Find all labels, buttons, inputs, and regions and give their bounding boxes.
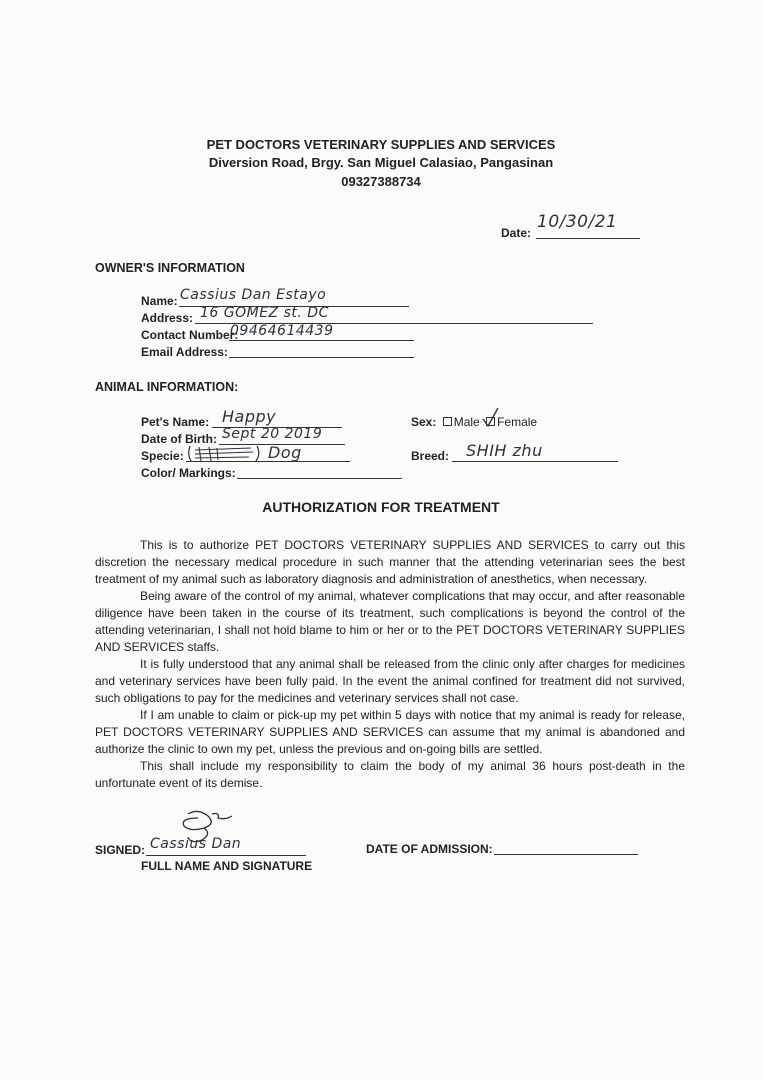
female-check-mark-icon	[480, 406, 500, 428]
signature-caption: FULL NAME AND SIGNATURE	[141, 859, 313, 873]
strikeout-scribble	[187, 444, 263, 464]
authorization-paragraph-5: This shall include my responsibility to claim the body of my animal 36 hours post-death in the unfortunate event of its demise.	[95, 759, 685, 790]
owner-contact-line	[229, 340, 414, 341]
pet-name-label: Pet's Name:	[141, 415, 210, 429]
owner-name-label: Name:	[141, 294, 178, 308]
sex-label: Sex:	[411, 415, 437, 429]
authorization-body	[95, 537, 685, 792]
business-phone: 09327388734	[341, 174, 421, 189]
sex-field	[411, 415, 537, 429]
date-line	[536, 238, 640, 239]
business-name: PET DOCTORS VETERINARY SUPPLIES AND SERVICES	[206, 137, 556, 152]
signed-label: SIGNED:	[95, 843, 146, 857]
signed-value: Cassius Dan	[150, 836, 242, 852]
breed-label: Breed:	[411, 449, 450, 463]
animal-heading: ANIMAL INFORMATION:	[95, 380, 239, 394]
owner-contact-value: 09464614439	[230, 323, 334, 339]
owner-email-label: Email Address:	[141, 345, 228, 359]
owner-name-value: Cassius Dan Estayo	[180, 287, 327, 303]
specie-label: Specie:	[141, 449, 184, 463]
breed-line	[452, 461, 618, 462]
date-label: Date:	[501, 226, 532, 240]
authorization-paragraph-2: Being aware of the control of my animal, whatever complications that may occur, and after reasonable diligence have been taken in the course of its treatment, such complications is beyond the control of the attending veterinarian, I shall not hold blame to him or her or to the PET DOCTORS VETERINARY SUPPLIES AND SERVICES staffs.	[95, 589, 685, 654]
dob-value: Sept 20 2019	[222, 426, 323, 442]
female-option-label: Female	[497, 415, 538, 429]
specie-value: Dog	[268, 443, 302, 462]
admission-line	[494, 854, 638, 855]
owner-address-value: 16 GOMEZ st. DC	[200, 305, 329, 321]
signed-line	[146, 855, 306, 856]
owner-heading: OWNER'S INFORMATION	[95, 261, 245, 275]
dob-label: Date of Birth:	[141, 432, 217, 446]
authorization-paragraph-4: If I am unable to claim or pick-up my pet within 5 days with notice that my animal is ready for release, PET DOCTORS VETERINARY SUPPLIES AND SERVICES can assume that my animal is abandoned and authorize the clinic to own my pet, unless the previous and on-going bills are settled.	[95, 708, 685, 756]
date-value: 10/30/21	[537, 212, 618, 232]
color-label: Color/ Markings:	[141, 466, 236, 480]
authorization-paragraph-1: This is to authorize PET DOCTORS VETERINARY SUPPLIES AND SERVICES to carry out this discretion the necessary medical procedure in such manner that the attending veterinarian sees the best treatment of my animal such as laboratory diagnosis and administration of anesthetics, when necessary.	[95, 538, 685, 586]
owner-address-label: Address:	[141, 311, 194, 325]
business-address: Diversion Road, Brgy. San Miguel Calasiao, Pangasinan	[208, 155, 554, 170]
male-option-label: Male	[453, 415, 480, 429]
owner-contact-label: Contact Number:	[141, 328, 239, 342]
male-checkbox[interactable]	[443, 417, 452, 426]
color-line	[237, 478, 402, 479]
admission-label: DATE OF ADMISSION:	[366, 842, 493, 856]
pet-name-value: Happy	[222, 407, 277, 426]
authorization-paragraph-3: It is fully understood that any animal shall be released from the clinic only after charges for medicines and veterinary services have been fully paid. In the event the animal confined for treatment did not survived, such obligations to pay for the medicines and veterinary services shall not case.	[95, 657, 685, 705]
breed-value: SHIH zhu	[466, 441, 543, 460]
owner-email-line	[229, 357, 414, 358]
authorization-title: AUTHORIZATION FOR TREATMENT	[262, 499, 500, 515]
